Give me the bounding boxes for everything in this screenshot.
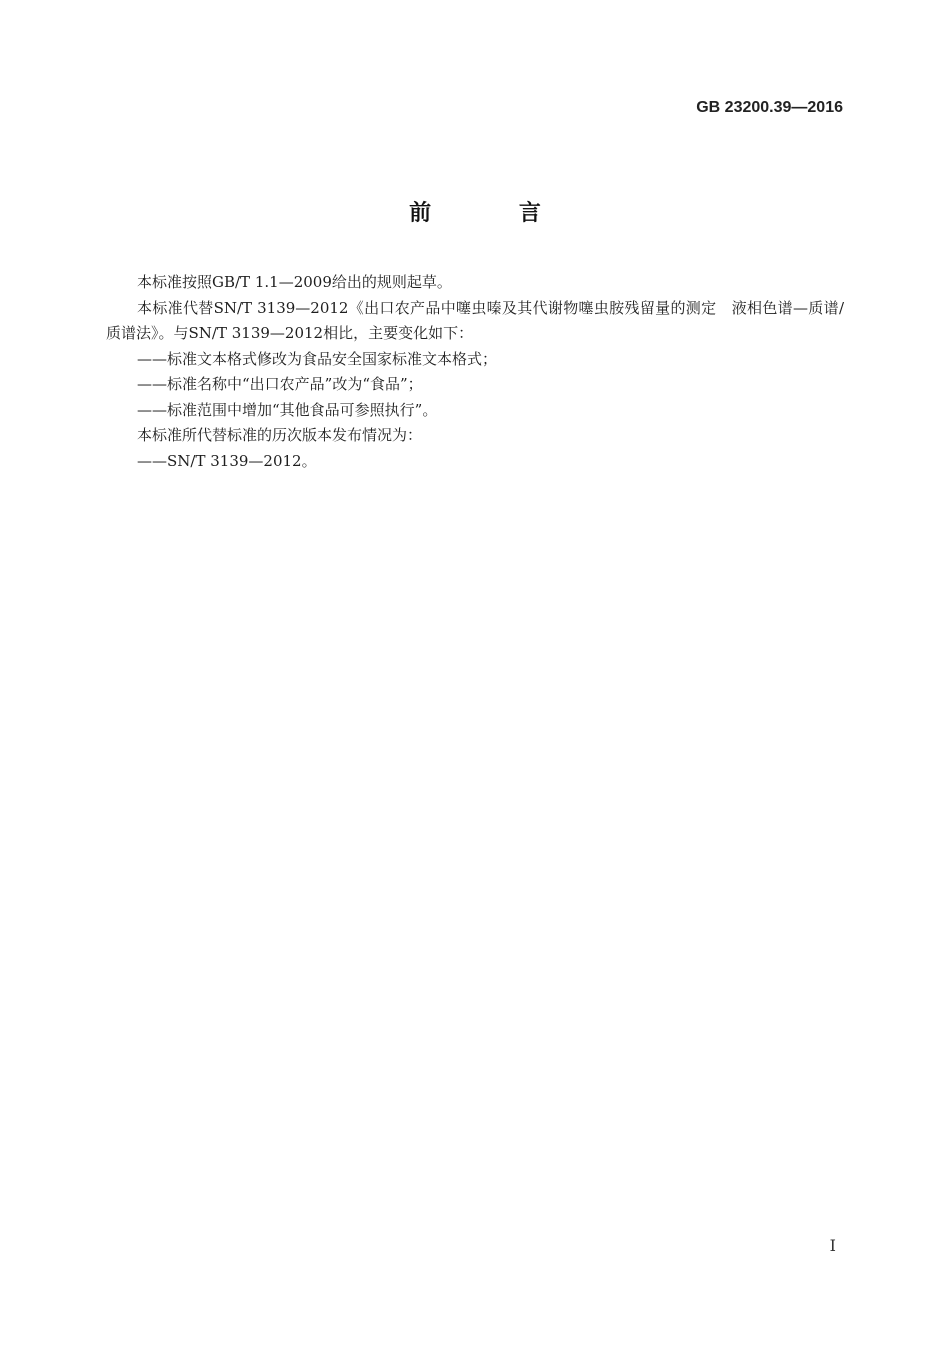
paragraph-drafting-rules: 本标准按照GB/T 1.1—2009给出的规则起草。 xyxy=(137,273,452,291)
paragraph-replacement: 本标准代替SN/T 3139—2012《出口农产品中噻虫嗪及其代谢物噻虫胺残留量的测定 液相色谱—质谱/质谱法》。与SN/T 3139—2012相比，主要变化如下： xyxy=(106,298,844,342)
paragraph-history-intro: 本标准所代替标准的历次版本发布情况为： xyxy=(137,426,423,444)
change-item: ——标准名称中“出口农产品”改为“食品”； xyxy=(137,375,423,393)
page-title: 前 言 xyxy=(409,201,581,226)
change-item: ——标准文本格式修改为食品安全国家标准文本格式； xyxy=(137,349,498,368)
foreword-body xyxy=(106,270,844,474)
standard-code: GB 23200.39—2016 xyxy=(696,99,843,116)
history-item: ——SN/T 3139—2012。 xyxy=(137,451,317,470)
change-item: ——标准范围中增加“其他食品可参照执行”。 xyxy=(137,400,438,419)
page-number: I xyxy=(829,1236,836,1255)
